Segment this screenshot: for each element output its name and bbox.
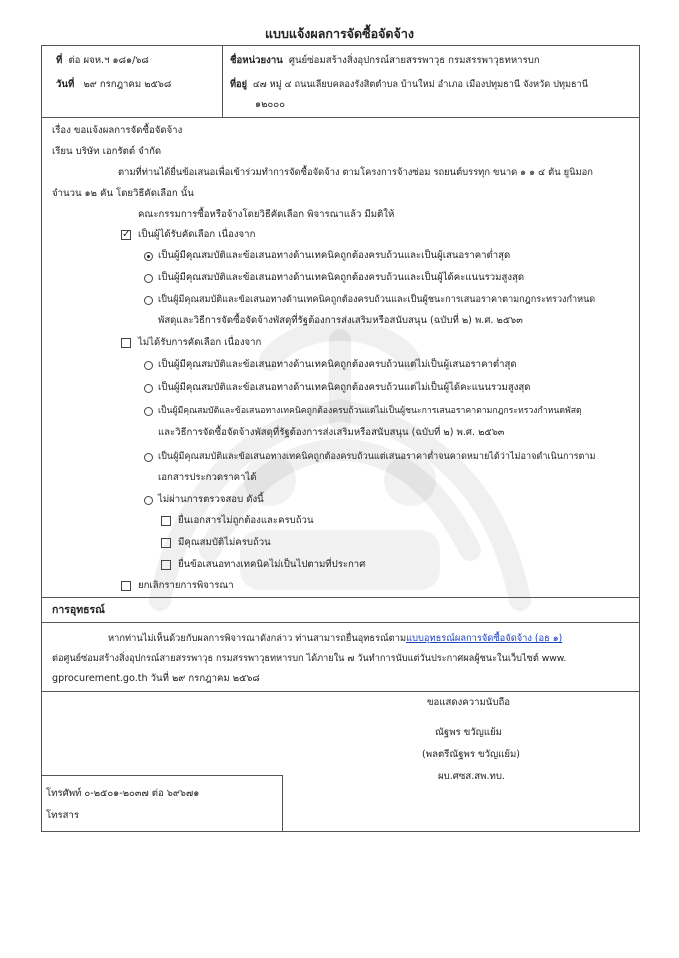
selected-checkbox[interactable]	[121, 230, 131, 240]
date-value: ๒๙ กรกฎาคม ๒๕๖๘	[83, 79, 172, 90]
agency-value: ศูนย์ซ่อมสร้างสิ่งอุปกรณ์สายสรรพาวุธ กรมสรรพาวุธทหารบก	[288, 55, 540, 66]
notselected-option-5-radio[interactable]	[144, 496, 153, 505]
notselected-option-4b: เอกสารประกวดราคาได้	[158, 472, 257, 483]
header-bottom-line	[41, 117, 639, 118]
address-label: ที่อยู่	[230, 79, 247, 90]
fail-1-checkbox[interactable]	[161, 516, 171, 526]
selected-label: เป็นผู้ได้รับคัดเลือก เนื่องจาก	[138, 229, 256, 240]
recipient-line: เรียน บริษัท เอกรัตต์ จำกัด	[52, 146, 162, 157]
appeal-line-1	[108, 632, 562, 646]
contact-phone: โทรศัพท์ ๐-๒๕๐๑-๒๐๓๗ ต่อ ๖๙๖๗๑	[46, 788, 200, 799]
agency-address	[230, 78, 588, 92]
ref-number	[56, 54, 149, 68]
selected-option-1-radio[interactable]	[144, 252, 153, 261]
appeal-form-link[interactable]: แบบอุทธรณ์ผลการจัดซื้อจัดจ้าง (อธ ๑)	[406, 633, 563, 644]
notselected-option-2-radio[interactable]	[144, 384, 153, 393]
header-divider	[222, 45, 223, 117]
closing-text: ขอแสดงความนับถือ	[427, 697, 511, 708]
appeal-heading-line	[41, 622, 639, 623]
notselected-option-3a: เป็นผู้มีคุณสมบัติและข้อเสนอทางเทคนิคถูกต้องครบถ้วนแต่ไม่เป็นผู้ชนะการเสนอราคาตามกฎกระทรวงกำหนดพัสดุ	[158, 406, 582, 416]
signer-full-name: (พลตรีณัฐพร ขวัญแย้ม)	[422, 749, 521, 760]
notselected-option-3b: และวิธีการจัดซื้อจัดจ้างพัสดุที่รัฐต้องการส่งเสริมหรือสนับสนุน (ฉบับที่ ๒) พ.ศ. ๒๕๖๓	[158, 427, 505, 438]
fail-3: ยื่นข้อเสนอทางเทคนิคไม่เป็นไปตามที่ประกาศ	[178, 559, 366, 570]
notselected-checkbox[interactable]	[121, 338, 131, 348]
paragraph-1: ตามที่ท่านได้ยื่นข้อเสนอเพื่อเข้าร่วมทำการจัดซื้อจัดจ้าง ตามโครงการจ้างซ่อม รถยนต์บรรทุก ขนาด ๑ ๑ ๔ ตัน ยูนิมอก	[118, 167, 593, 178]
notselected-option-3-radio[interactable]	[144, 407, 153, 416]
appeal-line-1-text: หากท่านไม่เห็นด้วยกับผลการพิจารณาดังกล่าว ท่านสามารถยื่นอุทธรณ์ตาม	[108, 633, 407, 644]
fail-2: มีคุณสมบัติไม่ครบถ้วน	[178, 537, 271, 548]
appeal-bottom-line	[41, 691, 639, 692]
selected-option-2: เป็นผู้มีคุณสมบัติและข้อเสนอทางด้านเทคนิคถูกต้องครบถ้วนและเป็นผู้ได้คะแนนรวมสูงสุด	[158, 272, 525, 283]
notselected-option-5: ไม่ผ่านการตรวจสอบ ดังนี้	[158, 494, 264, 505]
agency-label: ชื่อหน่วยงาน	[230, 55, 283, 66]
document-title: แบบแจ้งผลการจัดซื้อจัดจ้าง	[264, 26, 415, 41]
selected-option-2-radio[interactable]	[144, 274, 153, 283]
checkmark-icon: ✓	[122, 229, 131, 240]
selected-option-3b: พัสดุและวิธีการจัดซื้อจัดจ้างพัสดุที่รัฐต้องการส่งเสริมหรือสนับสนุน (ฉบับที่ ๒) พ.ศ. ๒๕๖๓	[158, 315, 523, 326]
paragraph-2: จำนวน ๑๒ คัน โดยวิธีคัดเลือก นั้น	[52, 188, 194, 199]
appeal-line-2: ต่อศูนย์ซ่อมสร้างสิ่งอุปกรณ์สายสรรพาวุธ กรมสรรพาวุธทหารบก ได้ภายใน ๗ วันทำการนับแต่วันประกาศผลผู้ชนะในเว็บไซต์ www.	[52, 653, 567, 664]
subject-line: เรื่อง ขอแจ้งผลการจัดซื้อจัดจ้าง	[52, 125, 183, 136]
contact-fax: โทรสาร	[46, 810, 80, 821]
notselected-option-4a: เป็นผู้มีคุณสมบัติและข้อเสนอทางเทคนิคถูกต้องครบถ้วนแต่เสนอราคาต่ำจนคาดหมายได้ว่าไม่อาจดำเนินการตาม	[158, 452, 596, 462]
ref-label: ที่	[56, 55, 63, 66]
selected-option-3-radio[interactable]	[144, 296, 153, 305]
contact-top-line	[41, 775, 282, 776]
ref-value: ต่อ ผจห.ฯ ๑๘๑/๖๘	[68, 55, 149, 66]
address-value-1: ๔๗ หมู่ ๔ ถนนเลียบคลองรังสิตตำบล บ้านใหม่ อำเภอ เมืองปทุมธานี จังหวัด ปทุมธานี	[252, 79, 589, 90]
paragraph-3: คณะกรรมการซื้อหรือจ้างโดยวิธีคัดเลือก พิจารณาแล้ว มีมติให้	[138, 209, 395, 220]
appeal-heading: การอุทธรณ์	[52, 604, 105, 616]
selected-option-1: เป็นผู้มีคุณสมบัติและข้อเสนอทางด้านเทคนิคถูกต้องครบถ้วนและเป็นผู้เสนอราคาต่ำสุด	[158, 250, 511, 261]
selected-option-3a: เป็นผู้มีคุณสมบัติและข้อเสนอทางด้านเทคนิคถูกต้องครบถ้วนและเป็นผู้ชนะการเสนอราคาตามกฎกระทรวงกำหนด	[158, 295, 596, 305]
appeal-line-3: gprocurement.go.th วันที่ ๒๙ กรกฎาคม ๒๕๖๘	[52, 673, 260, 684]
cancel-checkbox[interactable]	[121, 581, 131, 591]
doc-date	[56, 78, 171, 92]
agency-name	[230, 54, 540, 68]
notselected-option-2: เป็นผู้มีคุณสมบัติและข้อเสนอทางด้านเทคนิคถูกต้องครบถ้วนแต่ไม่เป็นผู้ได้คะแนนรวมสูงสุด	[158, 382, 531, 393]
notselected-option-4-radio[interactable]	[144, 453, 153, 462]
appeal-top-line	[41, 597, 639, 598]
address-value-2: ๑๒๐๐๐	[255, 99, 285, 110]
cancel-label: ยกเลิกรายการพิจารณา	[138, 580, 234, 591]
signed-name: ณัฐพร ขวัญแย้ม	[435, 727, 502, 738]
fail-2-checkbox[interactable]	[161, 538, 171, 548]
notselected-option-1: เป็นผู้มีคุณสมบัติและข้อเสนอทางด้านเทคนิคถูกต้องครบถ้วนแต่ไม่เป็นผู้เสนอราคาต่ำสุด	[158, 359, 517, 370]
contact-right-line	[282, 775, 283, 831]
fail-3-checkbox[interactable]	[161, 560, 171, 570]
fail-1: ยื่นเอกสารไม่ถูกต้องและครบถ้วน	[178, 515, 314, 526]
notselected-label: ไม่ได้รับการคัดเลือก เนื่องจาก	[138, 337, 262, 348]
notselected-option-1-radio[interactable]	[144, 361, 153, 370]
signer-position: ผบ.ศซส.สพ.ทบ.	[438, 771, 505, 782]
date-label: วันที่	[56, 79, 75, 90]
